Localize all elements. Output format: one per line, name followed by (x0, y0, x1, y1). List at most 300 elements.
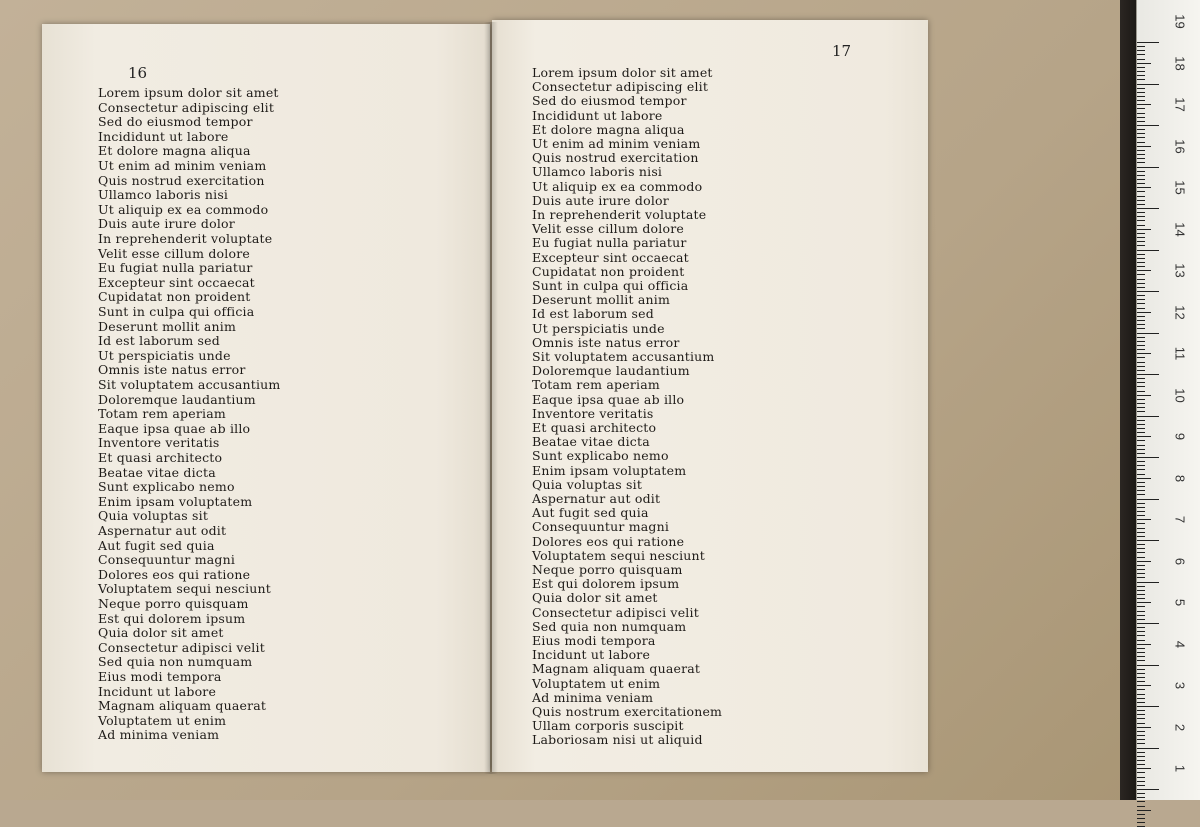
ruler-tick (1137, 789, 1159, 790)
ruler-minor-tick (1137, 196, 1145, 197)
ruler-minor-tick (1137, 590, 1145, 591)
text-line: Eu fugiat nulla pariatur (532, 235, 687, 251)
text-line: Ad minima veniam (98, 727, 220, 743)
ruler-minor-tick (1137, 436, 1151, 437)
ruler-minor-tick (1137, 532, 1145, 533)
ruler-label: 1 (1172, 764, 1188, 773)
text-line: Totam rem aperiam (98, 406, 226, 422)
text-line: Aspernatur aut odit (98, 523, 227, 538)
ruler-minor-tick (1137, 241, 1145, 242)
text-line: Sit voluptatem accusantium (98, 377, 281, 392)
ruler-minor-tick (1137, 108, 1145, 109)
ruler-label: 11 (1172, 346, 1188, 361)
ruler-minor-tick (1137, 59, 1145, 60)
ruler-minor-tick (1137, 104, 1151, 105)
text-line: In reprehenderit voluptate (98, 231, 273, 246)
ruler-minor-tick (1137, 279, 1145, 280)
ruler-tick (1137, 167, 1159, 168)
text-line: Voluptatem sequi nesciunt (532, 547, 705, 563)
text-line: Voluptatem ut enim (532, 675, 661, 691)
ruler-minor-tick (1137, 129, 1145, 130)
text-line: Magnam aliquam quaerat (98, 698, 267, 714)
ruler-minor-tick (1137, 175, 1145, 176)
ruler-minor-tick (1137, 237, 1145, 238)
ruler-minor-tick (1137, 677, 1145, 678)
ruler-minor-tick (1137, 557, 1145, 558)
ruler-minor-tick (1137, 92, 1145, 93)
ruler-label: 17 (1172, 97, 1188, 112)
ruler-minor-tick (1137, 283, 1145, 284)
text-line: Cupidatat non proident (98, 289, 251, 305)
ruler-minor-tick (1137, 183, 1145, 184)
ruler-minor-tick (1137, 295, 1145, 296)
ruler-minor-tick (1137, 760, 1145, 761)
ruler-minor-tick (1137, 88, 1145, 89)
measuring-ruler (1136, 0, 1200, 800)
ruler-label: 3 (1172, 681, 1188, 690)
ruler-minor-tick (1137, 158, 1145, 159)
text-line: Et quasi architecto (98, 450, 223, 465)
ruler-minor-tick (1137, 644, 1151, 645)
ruler-minor-tick (1137, 428, 1145, 429)
ruler-minor-tick (1137, 602, 1151, 603)
ruler-minor-tick (1137, 814, 1145, 815)
ruler-label: 6 (1172, 557, 1188, 565)
book-gutter (484, 22, 498, 774)
text-line: Quis nostrud exercitation (98, 172, 265, 188)
ruler-tick (1137, 250, 1159, 251)
ruler-minor-tick (1137, 262, 1145, 263)
text-line: Eius modi tempora (532, 633, 656, 648)
text-line: Sunt explicabo nemo (98, 479, 235, 495)
ruler-minor-tick (1137, 266, 1145, 267)
text-line: Totam rem aperiam (532, 377, 660, 393)
ruler-minor-tick (1137, 818, 1145, 819)
ruler-minor-tick (1137, 357, 1145, 358)
ruler-minor-tick (1137, 204, 1145, 205)
ruler-minor-tick (1137, 631, 1145, 632)
ruler-tick (1137, 291, 1159, 292)
ruler-minor-tick (1137, 386, 1145, 387)
ruler-minor-tick (1137, 349, 1145, 350)
text-line: Excepteur sint occaecat (532, 249, 689, 265)
page-number: 16 (128, 64, 148, 82)
text-line: Omnis iste natus error (98, 362, 246, 378)
text-line: Sunt in culpa qui officia (98, 304, 255, 319)
ruler-minor-tick (1137, 407, 1145, 408)
ruler-minor-tick (1137, 150, 1145, 151)
ruler-tick (1137, 582, 1159, 583)
ruler-label: 12 (1172, 304, 1188, 320)
text-line: Dolores eos qui ratione (532, 533, 685, 549)
ruler-minor-tick (1137, 523, 1145, 524)
ruler-minor-tick (1137, 440, 1145, 441)
ruler-minor-tick (1137, 486, 1145, 487)
ruler-tick (1137, 540, 1159, 541)
ruler-minor-tick (1137, 606, 1145, 607)
text-line: Eius modi tempora (98, 669, 222, 684)
ruler-minor-tick (1137, 810, 1151, 811)
ruler-minor-tick (1137, 681, 1145, 682)
ruler-minor-tick (1137, 370, 1145, 371)
ruler-minor-tick (1137, 611, 1145, 612)
text-line: Duis aute irure dolor (532, 192, 669, 208)
text-line: Voluptatem ut enim (98, 712, 227, 728)
ruler-minor-tick (1137, 312, 1151, 313)
text-line: Aut fugit sed quia (532, 505, 649, 521)
ruler-minor-tick (1137, 548, 1145, 549)
text-line: Aut fugit sed quia (98, 537, 215, 553)
text-line: Velit esse cillum dolore (532, 221, 684, 237)
ruler-minor-tick (1137, 652, 1145, 653)
ruler-minor-tick (1137, 797, 1145, 798)
ruler-minor-tick (1137, 353, 1151, 354)
text-line: Est qui dolorem ipsum (98, 610, 246, 626)
ruler-minor-tick (1137, 718, 1145, 719)
ruler-minor-tick (1137, 403, 1145, 404)
ruler-minor-tick (1137, 154, 1145, 155)
text-line: Quia voluptas sit (98, 508, 209, 524)
text-line: Quia dolor sit amet (532, 590, 658, 606)
ruler-minor-tick (1137, 79, 1145, 80)
ruler-minor-tick (1137, 528, 1145, 529)
ruler-minor-tick (1137, 362, 1145, 363)
ruler-minor-tick (1137, 586, 1145, 587)
text-line: Ut aliquip ex ea commodo (532, 178, 703, 194)
ruler-minor-tick (1137, 299, 1145, 300)
ruler-minor-tick (1137, 316, 1145, 317)
text-line: Est qui dolorem ipsum (532, 576, 680, 592)
ruler-minor-tick (1137, 391, 1145, 392)
text-line: Voluptatem sequi nesciunt (98, 581, 271, 597)
ruler-label: 5 (1172, 598, 1188, 607)
ruler-tick (1137, 333, 1159, 334)
text-line: Incidunt ut labore (532, 647, 651, 663)
text-line: Deserunt mollit anim (532, 292, 671, 308)
ruler-minor-tick (1137, 399, 1145, 400)
ruler-minor-tick (1137, 698, 1145, 699)
ruler-minor-tick (1137, 660, 1145, 661)
ruler-minor-tick (1137, 731, 1145, 732)
text-line: Lorem ipsum dolor sit amet (98, 85, 279, 100)
ruler-minor-tick (1137, 544, 1145, 545)
ruler-minor-tick (1137, 739, 1145, 740)
text-line: Ut enim ad minim veniam (532, 136, 701, 151)
ruler-minor-tick (1137, 615, 1145, 616)
ruler-minor-tick (1137, 694, 1145, 695)
ruler-minor-tick (1137, 461, 1145, 462)
ruler-minor-tick (1137, 258, 1145, 259)
ruler-minor-tick (1137, 308, 1145, 309)
page-number: 17 (832, 42, 852, 60)
ruler-label: 7 (1172, 515, 1188, 524)
text-line: Ullamco laboris nisi (532, 164, 663, 180)
text-line: Quis nostrum exercitationem (532, 704, 723, 719)
ruler-minor-tick (1137, 171, 1145, 172)
text-line: Id est laborum sed (532, 306, 654, 322)
ruler-minor-tick (1137, 465, 1145, 466)
ruler-label: 10 (1172, 387, 1188, 403)
ruler-minor-tick (1137, 200, 1145, 201)
ruler-minor-tick (1137, 142, 1145, 143)
ruler-minor-tick (1137, 515, 1145, 516)
text-line: Eaque ipsa quae ab illo (98, 420, 251, 436)
text-line: Consectetur adipisci velit (532, 604, 699, 620)
text-line: Consequuntur magni (532, 519, 670, 535)
ruler-minor-tick (1137, 46, 1145, 47)
ruler-minor-tick (1137, 490, 1145, 491)
ruler-minor-tick (1137, 768, 1151, 769)
text-line: Quia dolor sit amet (98, 625, 224, 641)
ruler-minor-tick (1137, 382, 1145, 383)
text-line: Laboriosam nisi ut aliquid (532, 732, 703, 748)
ruler-tick (1137, 499, 1159, 500)
ruler-minor-tick (1137, 673, 1145, 674)
ruler-tick (1137, 623, 1159, 624)
text-line: Ut perspiciatis unde (98, 347, 231, 363)
text-line: Sed do eiusmod tempor (532, 93, 687, 109)
text-line: Quia voluptas sit (532, 476, 643, 492)
ruler-minor-tick (1137, 453, 1145, 454)
ruler-minor-tick (1137, 187, 1151, 188)
ruler-minor-tick (1137, 577, 1145, 578)
ruler-minor-tick (1137, 67, 1145, 68)
text-line: Et quasi architecto (532, 420, 657, 435)
ruler-minor-tick (1137, 113, 1145, 114)
ruler-minor-tick (1137, 117, 1145, 118)
text-line: Neque porro quisquam (532, 562, 683, 577)
ruler-label: 18 (1172, 55, 1188, 71)
ruler-minor-tick (1137, 777, 1145, 778)
ruler-minor-tick (1137, 598, 1145, 599)
text-line: Sed quia non numquam (532, 618, 687, 634)
ruler-label: 13 (1172, 263, 1188, 278)
ruler-minor-tick (1137, 743, 1145, 744)
ruler-minor-tick (1137, 100, 1145, 101)
text-line: Ut perspiciatis unde (532, 320, 665, 336)
ruler-minor-tick (1137, 494, 1145, 495)
ruler-minor-tick (1137, 420, 1145, 421)
ruler-label: 14 (1172, 221, 1188, 237)
ruler-minor-tick (1137, 635, 1145, 636)
text-line: Consectetur adipisci velit (98, 639, 265, 655)
text-line: Inventore veritatis (532, 405, 654, 421)
text-line: Consectetur adipiscing elit (98, 99, 275, 115)
ruler-minor-tick (1137, 519, 1151, 520)
ruler-minor-tick (1137, 274, 1145, 275)
ruler-label: 9 (1172, 432, 1188, 441)
ruler-minor-tick (1137, 656, 1145, 657)
ruler-minor-tick (1137, 287, 1145, 288)
ruler-minor-tick (1137, 793, 1145, 794)
text-line: Inventore veritatis (98, 435, 220, 451)
ruler-minor-tick (1137, 245, 1145, 246)
ruler-minor-tick (1137, 735, 1145, 736)
text-line: Quis nostrud exercitation (532, 150, 699, 166)
text-line: Ut enim ad minim veniam (98, 158, 267, 173)
text-line: Magnam aliquam quaerat (532, 661, 701, 677)
text-line: Et dolore magna aliqua (532, 121, 685, 137)
ruler-minor-tick (1137, 507, 1145, 508)
text-line: Beatae vitae dicta (98, 464, 216, 480)
ruler-tick (1137, 208, 1159, 209)
ruler-minor-tick (1137, 474, 1145, 475)
ruler-minor-tick (1137, 822, 1145, 823)
text-line: Et dolore magna aliqua (98, 143, 251, 159)
ruler-minor-tick (1137, 756, 1145, 757)
ruler-minor-tick (1137, 785, 1145, 786)
ruler-minor-tick (1137, 424, 1145, 425)
ruler-minor-tick (1137, 482, 1145, 483)
ruler-minor-tick (1137, 63, 1151, 64)
text-line: Beatae vitae dicta (532, 434, 650, 450)
ruler-minor-tick (1137, 669, 1145, 670)
text-line: Aspernatur aut odit (532, 491, 661, 506)
ruler-minor-tick (1137, 648, 1145, 649)
ruler-label: 16 (1172, 138, 1188, 154)
ruler-minor-tick (1137, 714, 1145, 715)
ruler-minor-tick (1137, 685, 1151, 686)
ruler-minor-tick (1137, 345, 1145, 346)
text-line: Ullam corporis suscipit (532, 718, 684, 734)
text-line: Eaque ipsa quae ab illo (532, 391, 685, 407)
ruler-minor-tick (1137, 216, 1145, 217)
text-line: Deserunt mollit anim (98, 318, 237, 334)
ruler-tick (1137, 125, 1159, 126)
ruler-minor-tick (1137, 233, 1145, 234)
text-line: Dolores eos qui ratione (98, 566, 251, 582)
ruler-minor-tick (1137, 806, 1145, 807)
ruler-minor-tick (1137, 702, 1145, 703)
ruler-label: 2 (1172, 723, 1188, 731)
ruler-minor-tick (1137, 764, 1145, 765)
ruler-minor-tick (1137, 723, 1145, 724)
text-line: In reprehenderit voluptate (532, 207, 707, 222)
ruler-minor-tick (1137, 411, 1145, 412)
ruler-minor-tick (1137, 378, 1145, 379)
ruler-minor-tick (1137, 565, 1145, 566)
ruler-minor-tick (1137, 689, 1145, 690)
ruler-minor-tick (1137, 594, 1145, 595)
ruler-minor-tick (1137, 320, 1145, 321)
ruler-label: 15 (1172, 180, 1188, 195)
text-line: Ullamco laboris nisi (98, 187, 229, 203)
ruler-minor-tick (1137, 432, 1145, 433)
ruler-minor-tick (1137, 395, 1151, 396)
text-line: Doloremque laudantium (98, 391, 256, 407)
ruler-minor-tick (1137, 366, 1145, 367)
ruler-minor-tick (1137, 146, 1151, 147)
ruler-minor-tick (1137, 627, 1145, 628)
ruler-tick (1137, 706, 1159, 707)
text-line: Sit voluptatem accusantium (532, 349, 715, 364)
ruler-label: 4 (1172, 640, 1188, 648)
text-line: Excepteur sint occaecat (98, 274, 255, 290)
text-line: Enim ipsam voluptatem (98, 493, 253, 509)
text-line: Doloremque laudantium (532, 363, 690, 379)
ruler-minor-tick (1137, 212, 1145, 213)
ruler-minor-tick (1137, 619, 1145, 620)
ruler-minor-tick (1137, 449, 1145, 450)
text-line: Enim ipsam voluptatem (532, 462, 687, 478)
ruler-minor-tick (1137, 162, 1145, 163)
ruler-minor-tick (1137, 254, 1145, 255)
ruler-minor-tick (1137, 772, 1145, 773)
ruler-minor-tick (1137, 71, 1145, 72)
text-line: Velit esse cillum dolore (98, 245, 250, 261)
ruler-tick (1137, 748, 1159, 749)
ruler-label: 19 (1172, 14, 1188, 29)
ruler-minor-tick (1137, 50, 1145, 51)
ruler-minor-tick (1137, 121, 1145, 122)
ruler-minor-tick (1137, 752, 1145, 753)
ruler-minor-tick (1137, 710, 1145, 711)
ruler-tick (1137, 42, 1159, 43)
ruler-minor-tick (1137, 445, 1145, 446)
ruler-minor-tick (1137, 225, 1145, 226)
text-line: Incidunt ut labore (98, 683, 217, 699)
text-line: Ut aliquip ex ea commodo (98, 201, 269, 217)
text-line: Eu fugiat nulla pariatur (98, 260, 253, 276)
ruler-minor-tick (1137, 133, 1145, 134)
ruler-minor-tick (1137, 191, 1145, 192)
ruler-minor-tick (1137, 469, 1145, 470)
ruler-minor-tick (1137, 303, 1145, 304)
text-line: Duis aute irure dolor (98, 216, 235, 232)
ruler-minor-tick (1137, 337, 1145, 338)
ruler-tick (1137, 84, 1159, 85)
ruler-minor-tick (1137, 536, 1145, 537)
ruler-minor-tick (1137, 96, 1145, 97)
ruler-tick (1137, 665, 1159, 666)
text-line: Lorem ipsum dolor sit amet (532, 65, 713, 80)
ruler-minor-tick (1137, 640, 1145, 641)
ruler-minor-tick (1137, 137, 1145, 138)
ruler-minor-tick (1137, 781, 1145, 782)
ruler-minor-tick (1137, 270, 1151, 271)
ruler-minor-tick (1137, 569, 1145, 570)
text-line: Id est laborum sed (98, 333, 220, 349)
ruler-minor-tick (1137, 727, 1151, 728)
ruler-minor-tick (1137, 573, 1145, 574)
ruler-tick (1137, 416, 1159, 417)
right-page (492, 20, 928, 772)
ruler-minor-tick (1137, 54, 1145, 55)
ruler-minor-tick (1137, 229, 1151, 230)
ruler-minor-tick (1137, 801, 1145, 802)
ruler-minor-tick (1137, 341, 1145, 342)
text-line: Consequuntur magni (98, 552, 236, 568)
text-line: Consectetur adipiscing elit (532, 79, 709, 95)
ruler-tick (1137, 457, 1159, 458)
text-line: Sed do eiusmod tempor (98, 114, 253, 130)
ruler-label: 8 (1172, 474, 1188, 482)
ruler-tick (1137, 374, 1159, 375)
text-line: Cupidatat non proident (532, 263, 685, 279)
text-line: Sunt in culpa qui officia (532, 278, 689, 293)
text-line: Incididunt ut labore (532, 107, 663, 123)
ruler-minor-tick (1137, 328, 1145, 329)
ruler-minor-tick (1137, 478, 1151, 479)
text-line: Neque porro quisquam (98, 596, 249, 611)
ruler-minor-tick (1137, 179, 1145, 180)
ruler-minor-tick (1137, 561, 1151, 562)
text-line: Ad minima veniam (532, 689, 654, 705)
text-line: Sed quia non numquam (98, 654, 253, 670)
ruler-minor-tick (1137, 75, 1145, 76)
ruler-minor-tick (1137, 552, 1145, 553)
ruler-minor-tick (1137, 503, 1145, 504)
